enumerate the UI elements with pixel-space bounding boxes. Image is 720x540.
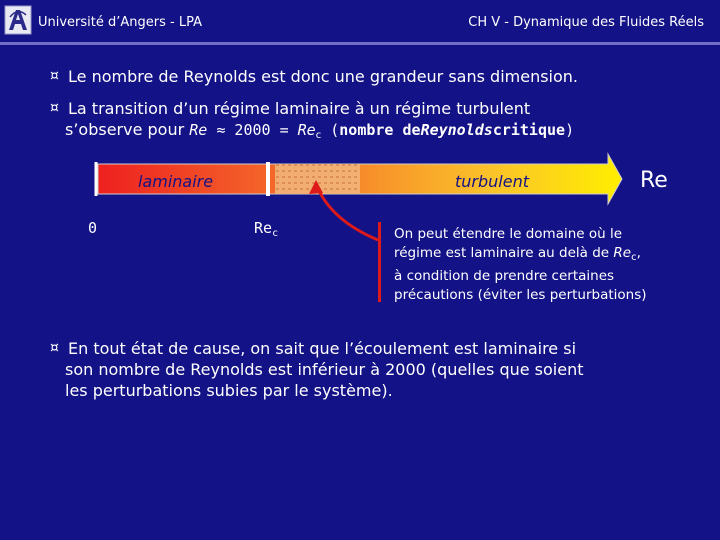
header-institution: Université d’Angers - LPA: [38, 15, 202, 30]
bullet-3: [50, 338, 690, 401]
bullet-glyph-icon: ¤: [50, 340, 59, 356]
header: [0, 0, 720, 44]
bullet-3-line-3: les perturbations subies par le système).: [65, 381, 393, 400]
university-logo-icon: [4, 5, 32, 35]
label-rec: $Re_c$: [254, 219, 279, 239]
bullet-2-line-2: s’observe pour $Re \approx 2000 = Re_c$ (nombre deReynoldscritique): [65, 120, 575, 141]
reynolds-diagram: [0, 150, 720, 330]
bullet-2: [50, 98, 690, 146]
label-turbulent: turbulent: [455, 172, 529, 191]
label-re-axis: Re: [640, 168, 668, 193]
bullet-glyph-icon: ¤: [50, 68, 59, 84]
note-accent-bar: [378, 222, 381, 302]
bullet-1: [50, 66, 690, 87]
bullet-3-line-2: son nombre de Reynolds est inférieur à 2000 (quelles que soient: [65, 360, 584, 379]
label-zero: 0: [88, 219, 98, 237]
header-chapter-title: CH V - Dynamique des Fluides Réels: [468, 15, 704, 30]
bullet-glyph-icon: ¤: [50, 100, 59, 116]
bullet-3-line-1: En tout état de cause, on sait que l’écoulement est laminaire si: [68, 339, 577, 358]
header-divider: [0, 42, 720, 45]
note-text: On peut étendre le domaine où le régime est laminaire au delà de $Re_c$, à condition de prendre certaines précautions (éviter les perturbations): [394, 226, 647, 303]
bullet-1-text: Le nombre de Reynolds est donc une grandeur sans dimension.: [68, 67, 579, 86]
bullet-2-line-1: La transition d’un régime laminaire à un régime turbulent: [68, 99, 531, 118]
label-laminaire: laminaire: [138, 172, 214, 191]
